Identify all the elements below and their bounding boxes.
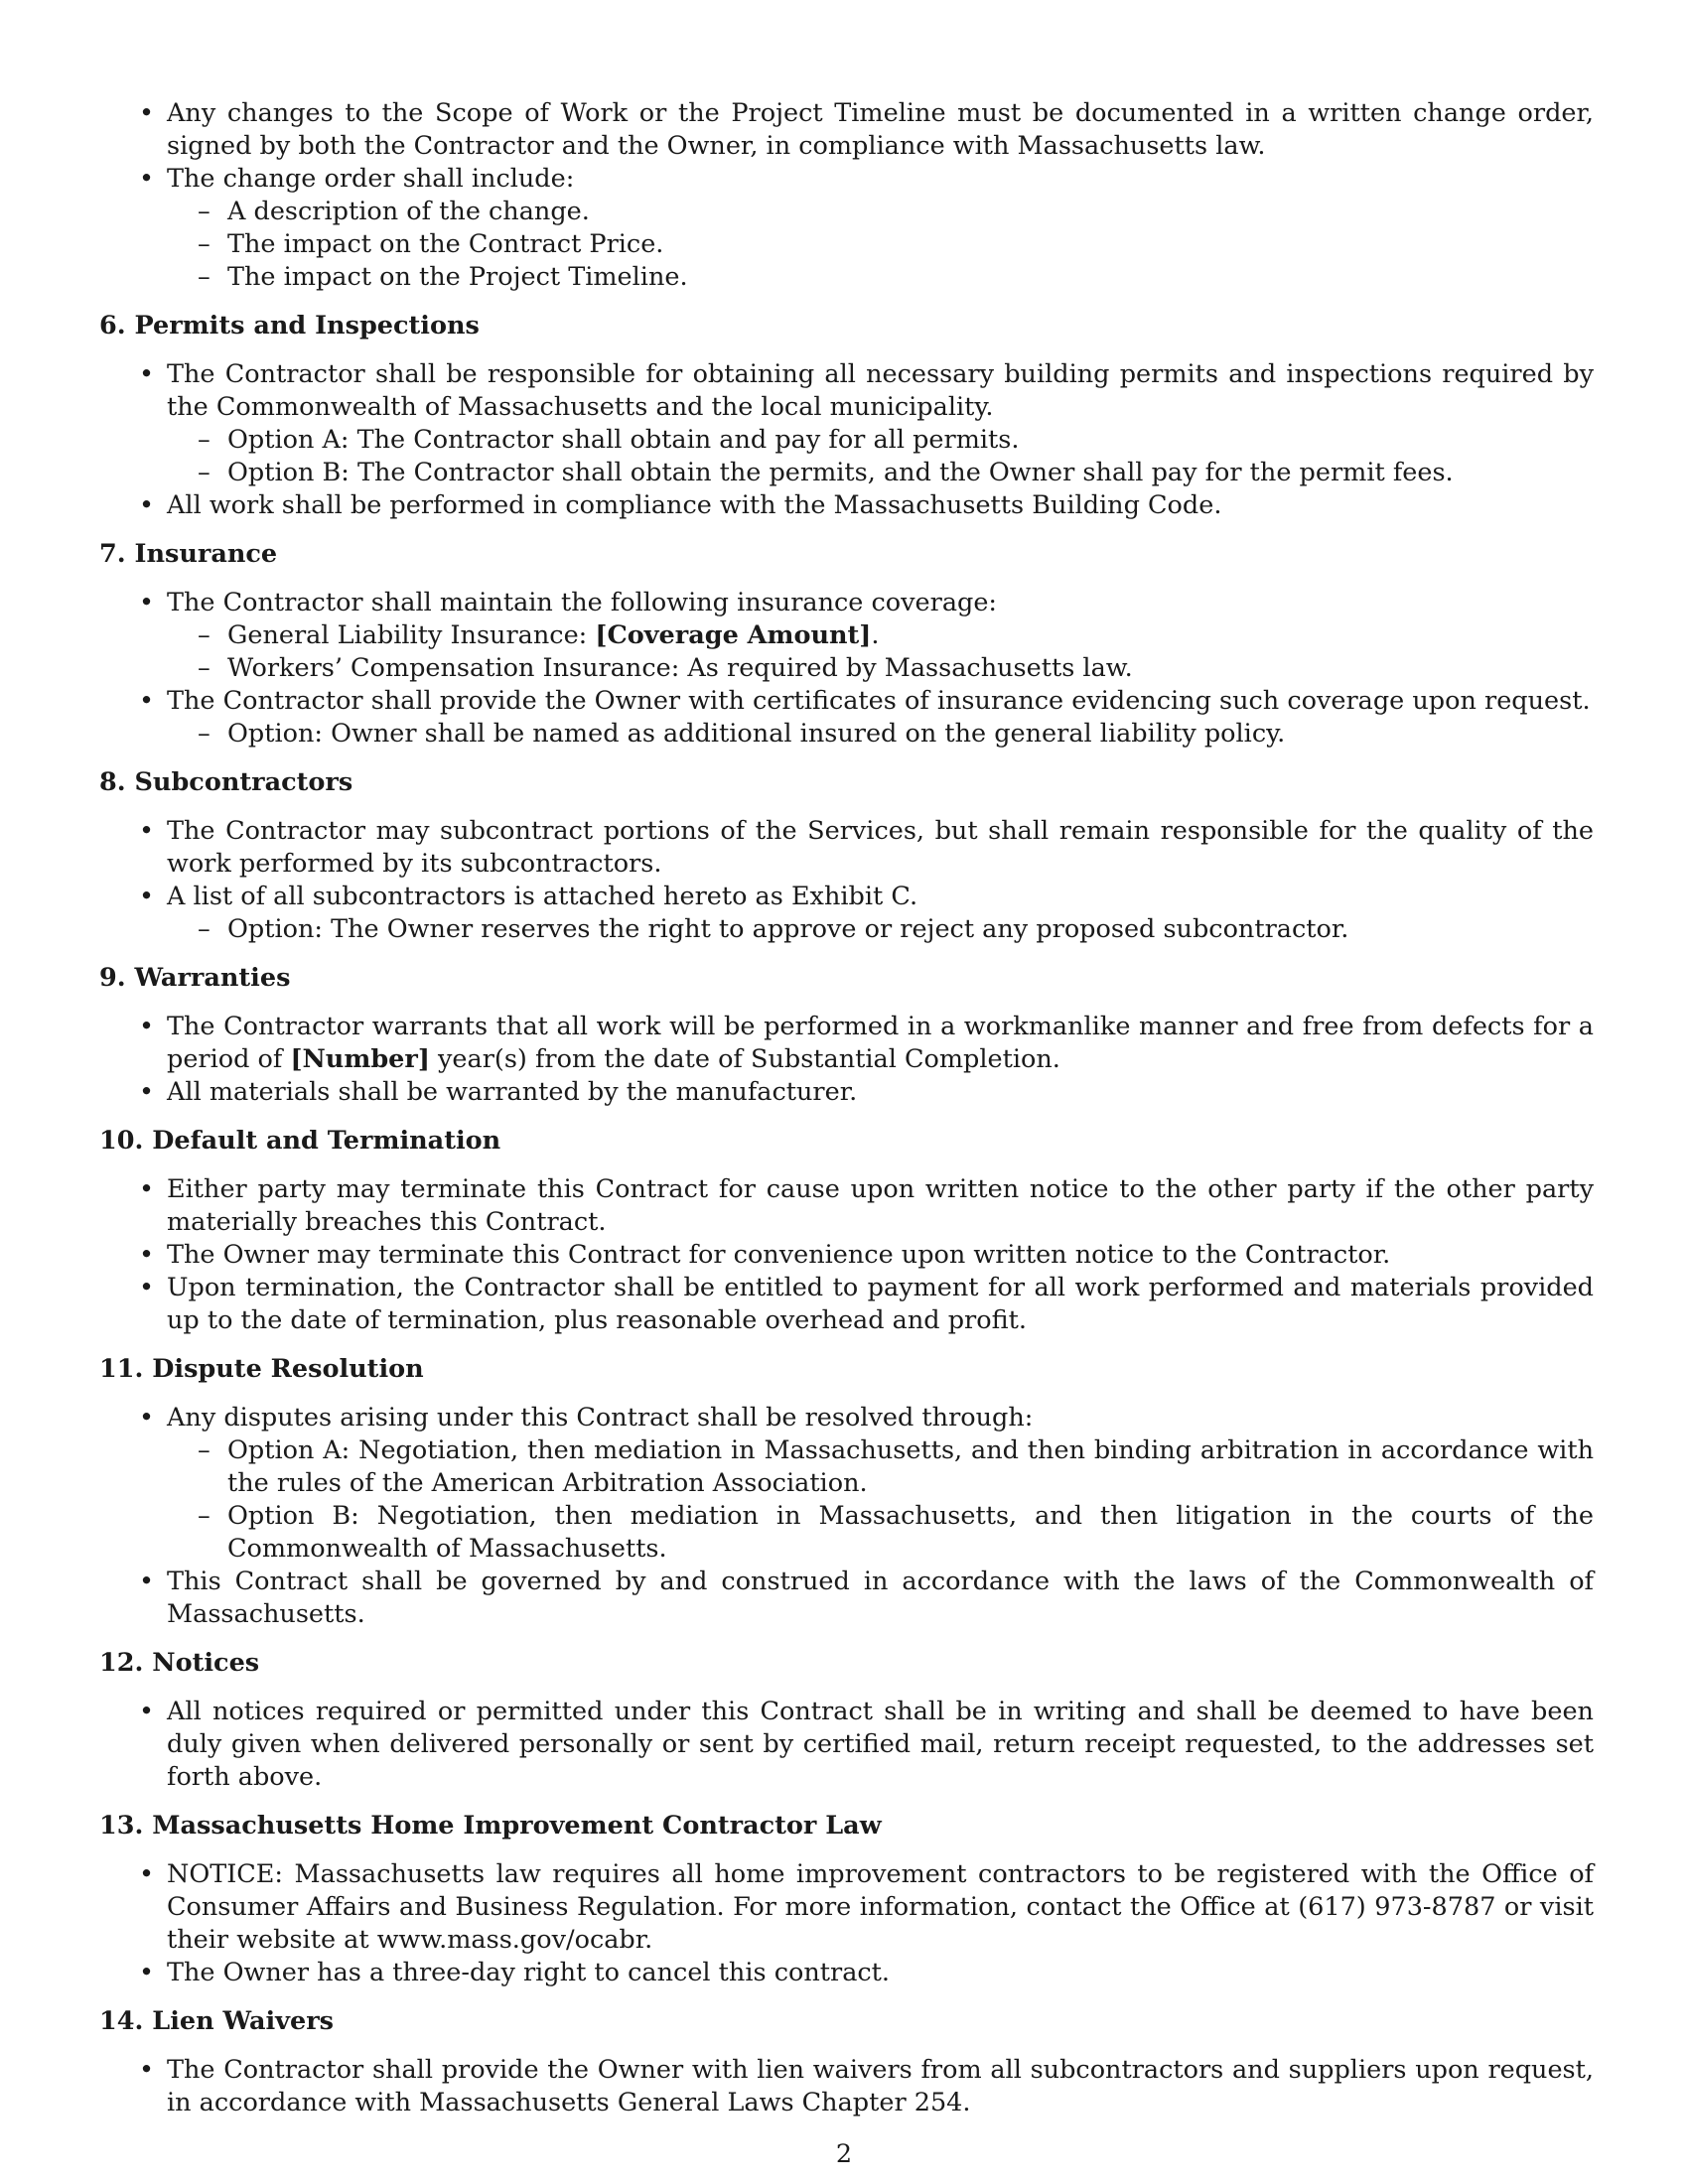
section-number: 8. [99, 767, 126, 797]
section-heading [99, 1647, 1594, 1680]
list-item-text: Any disputes arising under this Contract shall be resolved through: [167, 1403, 1034, 1433]
document-page [99, 97, 1594, 2119]
section-title: Lien Waivers [152, 2006, 334, 2036]
list-item-text: NOTICE: Massachusetts law requires all home improvement contractors to be registered with the Office of Consumer Affairs and Business Regulation. For more information, contact the Office at (617) 973-8787 or visit their website at www.mass.gov/ocabr. [167, 1859, 1594, 1955]
list-item [99, 815, 1594, 881]
section-heading [99, 1125, 1594, 1158]
list-item-text: The Contractor shall maintain the following insurance coverage: [167, 588, 998, 617]
section-number: 12. [99, 1648, 144, 1678]
section-heading [99, 310, 1594, 342]
sections-container [99, 310, 1594, 2119]
list-item [99, 1173, 1594, 1239]
section-title: Dispute Resolution [152, 1354, 424, 1384]
list-item-text: All notices required or permitted under this Contract shall be in writing and shall be deemed to have been duly given when delivered personally or sent by certified mail, return receipt requested, to the addresses set forth above. [167, 1697, 1594, 1792]
section-title: Notices [152, 1648, 260, 1678]
list-item [99, 1957, 1594, 1989]
section-number: 14. [99, 2006, 144, 2036]
section-list [99, 1173, 1594, 1337]
list-item-text: A list of all subcontractors is attached hereto as Exhibit C. [167, 882, 918, 911]
sub-list-item [99, 457, 1594, 489]
sub-list-item [99, 261, 1594, 294]
list-item [99, 1696, 1594, 1794]
list-item [99, 1272, 1594, 1337]
list-item [99, 1858, 1594, 1957]
list-item [99, 163, 1594, 196]
sub-list-item [99, 652, 1594, 685]
section-title: Permits and Inspections [134, 311, 480, 341]
sub-list-item [99, 619, 1594, 652]
list-item-text: The change order shall include: [167, 164, 575, 194]
list-item-text: Any changes to the Scope of Work or the Project Timeline must be documented in a written change order, signed by both the Contractor and the Owner, in compliance with Massachusetts law. [167, 98, 1594, 161]
sub-list-item-text: A description of the change. [227, 197, 590, 226]
list-item-text: The Contractor shall be responsible for obtaining all necessary building permits and inspections required by the Commonwealth of Massachusetts and the local municipality. [167, 359, 1594, 422]
list-item [99, 881, 1594, 913]
section-list [99, 1402, 1594, 1631]
sub-list-item [99, 1434, 1594, 1500]
list-item [99, 1011, 1594, 1076]
section-number: 10. [99, 1126, 144, 1156]
list-item-text: The Contractor warrants that all work will be performed in a workmanlike manner and free from defects for a period of [167, 1012, 1594, 1074]
list-item-text: Either party may terminate this Contract for cause upon written notice to the other party if the other party materially breaches this Contract. [167, 1174, 1594, 1237]
list-item [99, 1076, 1594, 1109]
list-item [99, 1239, 1594, 1272]
sub-list-item-text: Option A: The Contractor shall obtain and pay for all permits. [227, 425, 1020, 455]
list-item [99, 2054, 1594, 2119]
list-item-text: This Contract shall be governed by and construed in accordance with the laws of the Commonwealth of Massachusetts. [167, 1567, 1594, 1629]
section-list [99, 1858, 1594, 1989]
list-item-text: Upon termination, the Contractor shall be entitled to payment for all work performed and materials provided up to the date of termination, plus reasonable overhead and profit. [167, 1273, 1594, 1335]
sub-list-item [99, 718, 1594, 751]
section-number: 11. [99, 1354, 144, 1384]
sub-list-item-text: The impact on the Project Timeline. [227, 262, 688, 292]
section-heading [99, 2005, 1594, 2038]
section-title: Massachusetts Home Improvement Contractor Law [152, 1811, 882, 1841]
sub-list-item [99, 913, 1594, 946]
list-item [99, 1402, 1594, 1434]
list-item [99, 97, 1594, 163]
section-heading [99, 1353, 1594, 1386]
list-item-text: The Contractor may subcontract portions of the Services, but shall remain responsible for the quality of the work performed by its subcontractors. [167, 816, 1594, 879]
section-title: Subcontractors [134, 767, 353, 797]
sub-list-item-text: Option A: Negotiation, then mediation in Massachusetts, and then binding arbitration in accordance with the rules of the American Arbitration Association. [227, 1435, 1594, 1498]
sub-list-item [99, 196, 1594, 228]
section-number: 7. [99, 539, 126, 569]
sub-list-item-text: Workers’ Compensation Insurance: As required by Massachusetts law. [227, 653, 1133, 683]
section-list [99, 1011, 1594, 1109]
section-heading [99, 538, 1594, 571]
list-item-text: The Contractor shall provide the Owner with lien waivers from all subcontractors and suppliers upon request, in accordance with Massachusetts General Laws Chapter 254. [167, 2055, 1594, 2117]
section-list [99, 587, 1594, 751]
list-item-text: The Owner has a three-day right to cancel this contract. [167, 1958, 891, 1987]
section-title: Insurance [134, 539, 278, 569]
page-number: 2 [835, 2139, 853, 2169]
sub-list-item-text: Option: The Owner reserves the right to approve or reject any proposed subcontractor. [227, 914, 1349, 944]
sub-list-item-text: Option: Owner shall be named as additional insured on the general liability policy. [227, 719, 1286, 749]
section-number: 13. [99, 1811, 144, 1841]
list-item-text: The Contractor shall provide the Owner with certificates of insurance evidencing such coverage upon request. [167, 686, 1591, 716]
section-title: Warranties [134, 963, 291, 993]
list-item-placeholder: [Number] [290, 1044, 430, 1074]
section-list [99, 815, 1594, 946]
section-number: 6. [99, 311, 126, 341]
section-list [99, 1696, 1594, 1794]
sub-list-item-text: Option B: Negotiation, then mediation in Massachusetts, and then litigation in the courts of the Commonwealth of Massachusetts. [227, 1501, 1594, 1564]
sub-list-item-placeholder: [Coverage Amount] [595, 620, 872, 650]
change-order-list [99, 97, 1594, 294]
list-item-text: All work shall be performed in compliance with the Massachusetts Building Code. [167, 490, 1222, 520]
list-item-text: The Owner may terminate this Contract for convenience upon written notice to the Contractor. [167, 1240, 1391, 1270]
list-item [99, 587, 1594, 619]
list-item [99, 1566, 1594, 1631]
section-heading [99, 1810, 1594, 1843]
list-item [99, 358, 1594, 424]
sub-list-item [99, 228, 1594, 261]
section-heading [99, 962, 1594, 995]
sub-list-item-text: The impact on the Contract Price. [227, 229, 664, 259]
list-item [99, 685, 1594, 718]
sub-list-item [99, 424, 1594, 457]
sub-list-item-text: General Liability Insurance: [227, 620, 596, 650]
sub-list-item [99, 1500, 1594, 1566]
section-number: 9. [99, 963, 126, 993]
list-item-text-end: year(s) from the date of Substantial Completion. [429, 1044, 1060, 1074]
list-item [99, 489, 1594, 522]
section-list [99, 358, 1594, 522]
list-item-text: All materials shall be warranted by the manufacturer. [167, 1077, 858, 1107]
section-list [99, 2054, 1594, 2119]
sub-list-item-text-end: . [871, 620, 880, 650]
section-title: Default and Termination [152, 1126, 501, 1156]
sub-list-item-text: Option B: The Contractor shall obtain the permits, and the Owner shall pay for the permit fees. [227, 458, 1454, 487]
section-heading [99, 766, 1594, 799]
